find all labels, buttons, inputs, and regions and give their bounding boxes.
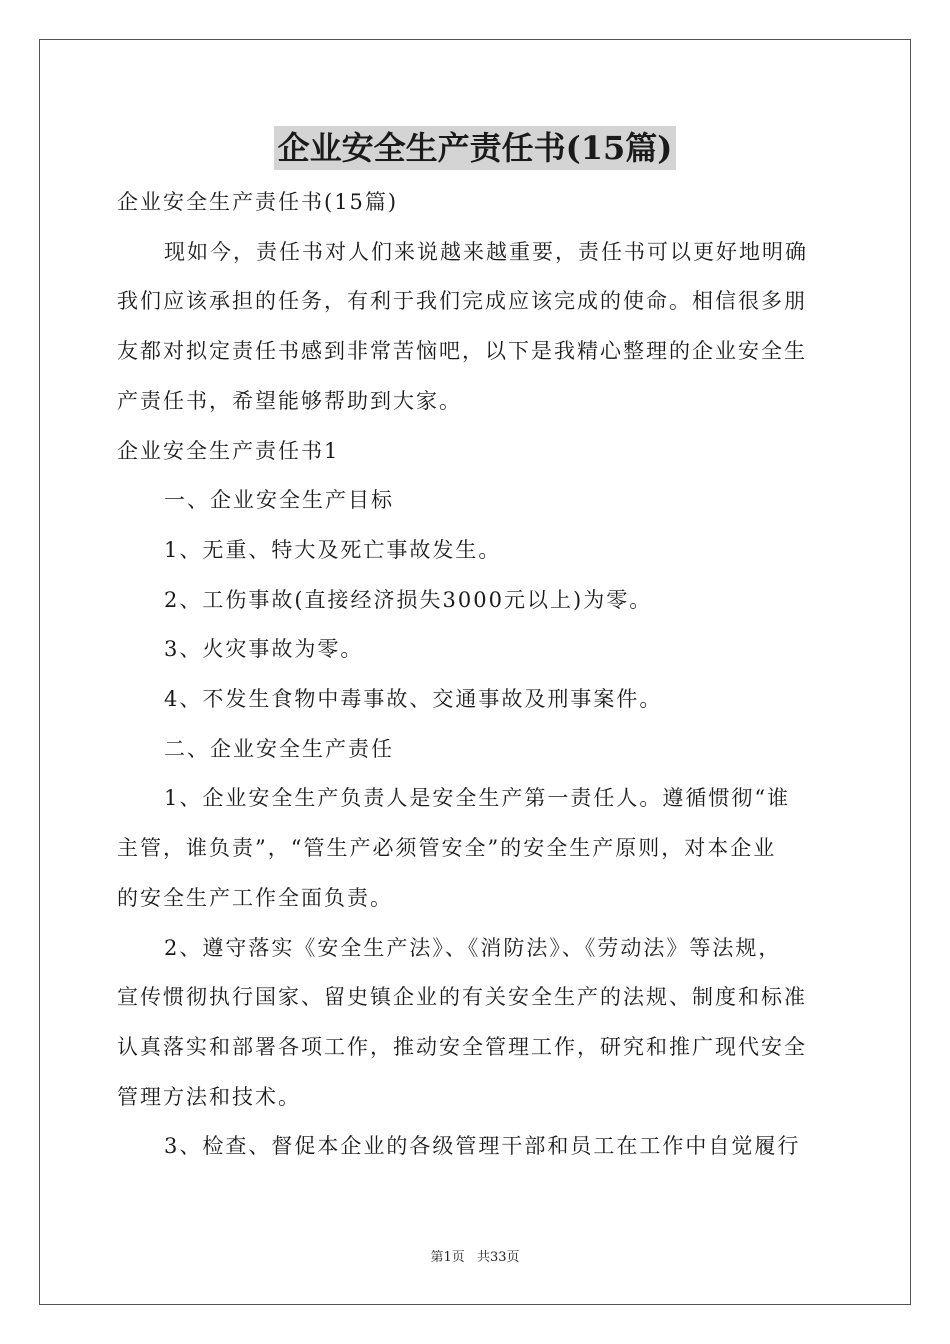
text-line: 3、火灾事故为零。 (164, 637, 364, 662)
text-line: 认真落实和部署各项工作，推动安全管理工作，研究和推广现代安全 (117, 1034, 807, 1059)
text-line: 宣传惯彻执行国家、留史镇企业的有关安全生产的法规、制度和标准 (117, 985, 807, 1010)
text-line: 管理方法和技术。 (117, 1084, 301, 1109)
text-line: 友都对拟定责任书感到非常苦恼吧，以下是我精心整理的企业安全生 (117, 339, 807, 364)
text-line: 现如今，责任书对人们来说越来越重要，责任书可以更好地明确 (164, 239, 808, 264)
text-line: 2、遵守落实《安全生产法》、《消防法》、《劳动法》等法规， (164, 935, 782, 960)
text-line: 1、无重、特大及死亡事故发生。 (164, 537, 502, 562)
text-line: 产责任书，希望能够帮助到大家。 (117, 388, 462, 413)
text-line: 2、工伤事故(直接经济损失3000元以上)为零。 (164, 587, 653, 612)
page-number: 第1页 (430, 1250, 465, 1265)
text-line: 我们应该承担的任务，有利于我们完成应该完成的使命。相信很多朋 (117, 289, 807, 314)
text-line: 4、不发生食物中毒事故、交通事故及刑事案件。 (164, 687, 663, 712)
document-body (117, 178, 837, 1172)
text-line: 的安全生产工作全面负责。 (117, 885, 393, 910)
text-line: 主管，谁负责”，“管生产必须管安全”的安全生产原则，对本企业 (117, 836, 777, 861)
text-line: 企业安全生产责任书(15篇) (117, 190, 399, 214)
text-line: 企业安全生产责任书1 (117, 438, 340, 463)
document-title: 企业安全生产责任书(15篇) (274, 126, 677, 170)
text-line: 1、企业安全生产负责人是安全生产第一责任人。遵循惯彻“谁 (164, 786, 791, 811)
title-container (0, 126, 950, 170)
text-line: 一、企业安全生产目标 (164, 488, 394, 513)
page-footer (0, 1246, 950, 1265)
text-line: 3、检查、督促本企业的各级管理干部和员工在工作中自觉履行 (164, 1134, 801, 1159)
total-pages: 共33页 (476, 1250, 520, 1265)
text-line: 二、企业安全生产责任 (164, 736, 394, 761)
